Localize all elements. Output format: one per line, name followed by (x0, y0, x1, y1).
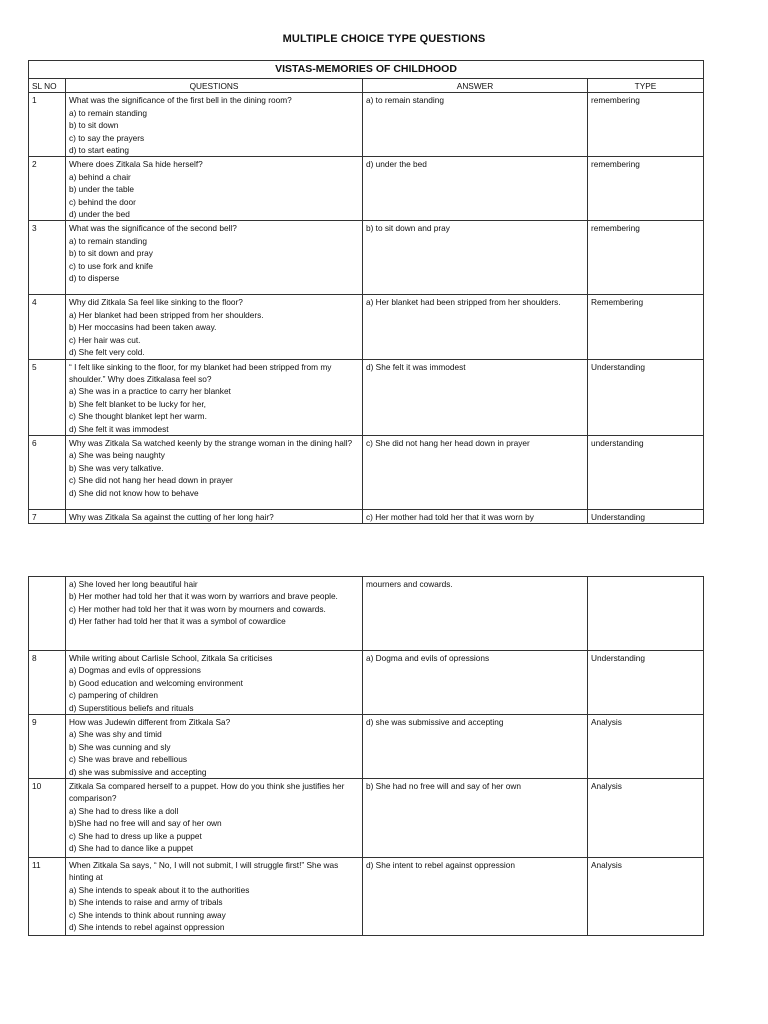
option-text: b) Her moccasins had been taken away. (69, 322, 217, 333)
cell-answer: a) Dogma and evils of opressions (363, 651, 588, 715)
cell-slno: 6 (29, 435, 66, 509)
cell-answer: d) She felt it was immodest (363, 359, 588, 435)
cell-question (66, 577, 363, 651)
option-text: d) She felt it was immodest (69, 423, 169, 434)
option-text: a) Dogmas and evils of oppressions (69, 665, 201, 676)
question-text: Where does Zitkala Sa hide herself? (69, 159, 203, 170)
option-text: d) to disperse (69, 273, 120, 284)
cell-answer: b) to sit down and pray (363, 221, 588, 295)
option-text: c) to use fork and knife (69, 260, 153, 271)
option-text: b) She intends to raise and army of tribals (69, 897, 223, 908)
question-text: What was the significance of the second bell? (69, 223, 237, 234)
cell-type: Understanding (588, 509, 704, 523)
table-row (29, 435, 704, 509)
cell-question (66, 157, 363, 221)
option-text: d) She intends to rebel against oppression (69, 922, 225, 933)
option-text: c) to say the prayers (69, 132, 145, 143)
table-row (29, 577, 704, 651)
cell-question (66, 651, 363, 715)
cell-slno: 8 (29, 651, 66, 715)
option-text: d) She had to dance like a puppet (69, 843, 194, 854)
option-text: b) to sit down and pray (69, 248, 153, 259)
header-answer: ANSWER (363, 79, 588, 93)
header-slno: SL NO (29, 79, 66, 93)
table-row (29, 858, 704, 936)
cell-slno (29, 577, 66, 651)
cell-answer: d) under the bed (363, 157, 588, 221)
option-text: b) to sit down (69, 120, 119, 131)
cell-type: Understanding (588, 359, 704, 435)
question-text: While writing about Carlisle School, Zitkala Sa criticises (69, 653, 273, 663)
cell-answer: a) to remain standing (363, 93, 588, 157)
option-text: d) she was submissive and accepting (69, 766, 207, 777)
table-subtitle: VISTAS-MEMORIES OF CHILDHOOD (29, 61, 704, 79)
cell-slno: 7 (29, 509, 66, 523)
cell-question (66, 221, 363, 295)
question-text: How was Judewin different from Zitkala Sa? (69, 717, 231, 728)
cell-slno: 11 (29, 858, 66, 936)
option-text: a) She was being naughty (69, 450, 165, 461)
option-text: b) She was very talkative. (69, 462, 164, 473)
cell-question (66, 715, 363, 779)
cell-type: Understanding (588, 651, 704, 715)
table-row (29, 93, 704, 157)
mcq-table-part-1 (28, 60, 704, 524)
question-text: Zitkala Sa compared herself to a puppet. How do you think she justifies her comparison? (69, 781, 345, 804)
table-row (29, 779, 704, 858)
option-text: b)She had no free will and say of her own (69, 818, 222, 829)
cell-question (66, 509, 363, 523)
option-text: a) to remain standing (69, 107, 147, 118)
cell-slno: 10 (29, 779, 66, 858)
option-text: c) pampering of children (69, 690, 159, 701)
cell-answer: a) Her blanket had been stripped from her shoulders. (363, 295, 588, 359)
cell-question (66, 779, 363, 858)
option-text: b) She was cunning and sly (69, 741, 171, 752)
cell-question (66, 858, 363, 936)
cell-type: remembering (588, 93, 704, 157)
option-text: a) behind a chair (69, 171, 131, 182)
option-text: a) She had to dress like a doll (69, 805, 179, 816)
header-type: TYPE (588, 79, 704, 93)
cell-answer: c) She did not hang her head down in prayer (363, 435, 588, 509)
cell-type: Analysis (588, 715, 704, 779)
cell-answer: d) she was submissive and accepting (363, 715, 588, 779)
header-questions: QUESTIONS (66, 79, 363, 93)
cell-type: Analysis (588, 779, 704, 858)
table-row (29, 157, 704, 221)
question-text: Why was Zitkala Sa against the cutting of her long hair? (69, 511, 274, 522)
question-text: “ I felt like sinking to the floor, for my blanket had been stripped from my shoulder.” Why does Zitkalasa feel so? (69, 361, 332, 384)
cell-type: remembering (588, 221, 704, 295)
option-text: c) Her hair was cut. (69, 334, 141, 345)
option-text: a) She loved her long beautiful hair (69, 579, 198, 589)
option-text: a) to remain standing (69, 235, 147, 246)
option-text: d) under the bed (69, 209, 130, 220)
question-text: When Zitkala Sa says, “ No, I will not submit, I will struggle first!” She was hinting at (69, 860, 339, 883)
cell-type: Remembering (588, 295, 704, 359)
option-text: b) under the table (69, 184, 135, 195)
cell-slno: 2 (29, 157, 66, 221)
cell-answer: c) Her mother had told her that it was worn by (363, 509, 588, 523)
option-text: d) She felt very cold. (69, 347, 145, 358)
option-text: d) Her father had told her that it was a symbol of cowardice (69, 616, 286, 627)
option-text: a) She was in a practice to carry her blanket (69, 386, 231, 397)
cell-slno: 5 (29, 359, 66, 435)
page-title: MULTIPLE CHOICE TYPE QUESTIONS (282, 33, 486, 45)
option-text: a) She was shy and timid (69, 729, 162, 740)
mcq-table-part-2 (28, 576, 704, 936)
option-text: a) She intends to speak about it to the authorities (69, 884, 250, 895)
option-text: c) She had to dress up like a puppet (69, 830, 202, 841)
cell-slno: 3 (29, 221, 66, 295)
option-text: b) Good education and welcoming environment (69, 677, 243, 688)
option-text: d) Superstitious beliefs and rituals (69, 702, 194, 713)
cell-type: remembering (588, 157, 704, 221)
question-text: Why was Zitkala Sa watched keenly by the strange woman in the dining hall? (69, 437, 353, 448)
option-text: d) to start eating (69, 145, 129, 156)
cell-type (588, 577, 704, 651)
option-text: c) She did not hang her head down in prayer (69, 475, 233, 486)
table-row (29, 295, 704, 359)
table-row (29, 715, 704, 779)
cell-question (66, 295, 363, 359)
cell-answer: mourners and cowards. (363, 577, 588, 651)
question-text: Why did Zitkala Sa feel like sinking to the floor? (69, 297, 243, 308)
cell-slno: 9 (29, 715, 66, 779)
cell-answer: b) She had no free will and say of her own (363, 779, 588, 858)
cell-question (66, 435, 363, 509)
table-row (29, 509, 704, 523)
cell-question (66, 93, 363, 157)
cell-slno: 4 (29, 295, 66, 359)
option-text: c) behind the door (69, 196, 136, 207)
cell-slno: 1 (29, 93, 66, 157)
option-text: a) Her blanket had been stripped from her shoulders. (69, 309, 264, 320)
cell-type: Analysis (588, 858, 704, 936)
cell-type: understanding (588, 435, 704, 509)
option-text: c) She intends to think about running away (69, 909, 226, 920)
table-row (29, 359, 704, 435)
table-row (29, 221, 704, 295)
option-text: c) Her mother had told her that it was worn by mourners and cowards. (69, 603, 326, 614)
cell-question (66, 359, 363, 435)
option-text: c) She was brave and rebellious (69, 754, 188, 765)
option-text: c) She thought blanket lept her warm. (69, 411, 207, 422)
question-text: What was the significance of the first bell in the dining room? (69, 95, 292, 106)
option-text: b) She felt blanket to be lucky for her, (69, 398, 206, 409)
option-text: b) Her mother had told her that it was worn by warriors and brave people. (69, 591, 338, 602)
cell-answer: d) She intent to rebel against oppression (363, 858, 588, 936)
table-row (29, 651, 704, 715)
option-text: d) She did not know how to behave (69, 487, 199, 498)
